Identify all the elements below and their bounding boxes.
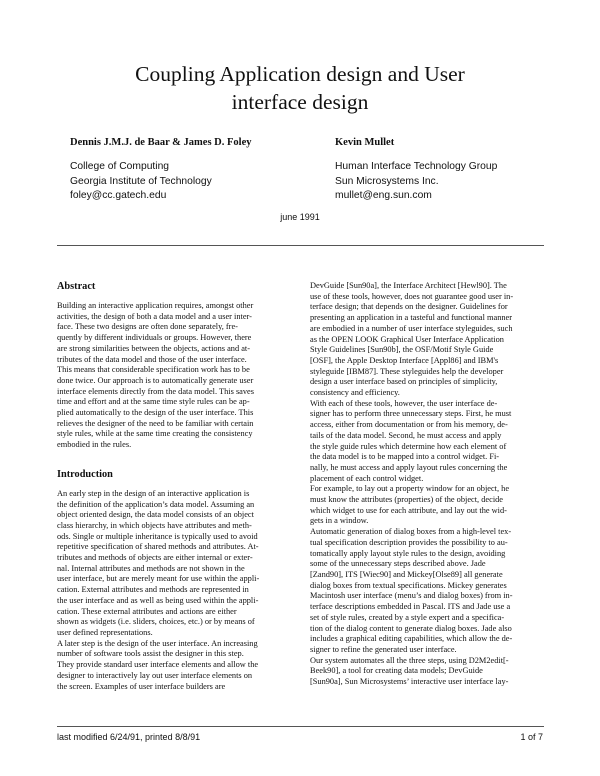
body-text-line: Automatic generation of dialog boxes from a high-level tex- <box>310 527 512 537</box>
abstract-line: done twice. Our approach is to automatically generate user <box>57 375 254 385</box>
affiliation-left <box>70 160 212 204</box>
section-gap <box>57 451 295 469</box>
introduction-line: class hierarchy, in which objects have attributes and meth- <box>57 520 252 530</box>
body-text-line: must know the attributes (properties) of the object, decide <box>310 495 504 505</box>
body-text-line: terface design; that depends on the designer. Guidelines for <box>310 302 508 312</box>
body-text-line: which widget to use for each attribute, and lay out the wid- <box>310 505 507 515</box>
affiliation-right-line: Sun Microsystems Inc. <box>335 175 439 187</box>
right-column-body <box>310 281 548 688</box>
author-names-right: Kevin Mullet <box>335 137 395 148</box>
author-email-right: mullet@eng.sun.com <box>335 190 432 201</box>
introduction-line: tributes and methods of objects are either internal or exter- <box>57 553 253 563</box>
body-text-line: placement of each control widget. <box>310 473 424 483</box>
body-text-line: are embodied in a number of user interface styleguides, such <box>310 323 513 333</box>
right-column <box>310 281 548 688</box>
body-text-line: signer has to perform three unnecessary steps. First, he must <box>310 409 512 419</box>
abstract-line: interface elements directly from the data model. This saves <box>57 386 255 396</box>
body-text-line: With each of these tools, however, the user interface de- <box>310 398 498 408</box>
introduction-heading: Introduction <box>57 468 113 480</box>
paper-title <box>60 60 540 116</box>
body-text-line: the style guide rules which determine how each element of <box>310 441 507 451</box>
body-text-line: set of style rules, created by a style expert and a specifica- <box>310 612 505 622</box>
abstract-line: This means that considerable specification work has to be <box>57 365 250 375</box>
introduction-line: They provide standard user interface elements and allow the <box>57 660 259 670</box>
body-text-line: Our system automates all the three steps, using D2M2edit[- <box>310 655 509 665</box>
abstract-line: embodied in the rules. <box>57 440 132 450</box>
body-text-line: DevGuide [Sun90a], the Interface Architect [Hewl90]. The <box>310 281 507 290</box>
introduction-line: object oriented design, the data model consists of an object <box>57 510 254 520</box>
introduction-line: the user interface and as well as being used within the appli- <box>57 595 259 605</box>
title-line-1: Coupling Application design and User <box>135 62 465 86</box>
body-text-line: terface descriptions embedded in Pascal. ITS and Jade use a <box>310 602 511 612</box>
footer-rule <box>57 726 544 727</box>
introduction-line: user interface, but are merely meant for use within the appli- <box>57 574 260 584</box>
title-line-2: interface design <box>231 90 369 114</box>
author-names-left: Dennis J.M.J. de Baar & James D. Foley <box>70 137 252 148</box>
body-text-line: Macintosh user interface (menu’s and dialog boxes) from in- <box>310 591 513 601</box>
abstract-body <box>57 301 295 451</box>
abstract-line: tributes of the data model and those of the user interface. <box>57 354 247 364</box>
body-text-line: signer to refine the generated user interface. <box>310 644 457 654</box>
introduction-line: An early step in the design of an interactive application is <box>57 488 250 498</box>
body-text-line: presenting an application in a tasteful and functional manner <box>310 313 513 323</box>
introduction-line: designer to interactively lay out user interface elements on <box>57 670 253 680</box>
abstract-line: plied automatically to the design of the user interface. This <box>57 408 254 418</box>
publication-date: june 1991 <box>280 212 320 222</box>
introduction-line: the screen. Examples of user interface builders are <box>57 681 226 691</box>
body-text-line: tails of the data model. Second, he must access and apply <box>310 430 502 440</box>
abstract-line: quently by different individuals or groups. However, there <box>57 333 252 343</box>
introduction-line: A later step is the design of the user interface. An increasing <box>57 638 258 648</box>
abstract-line: are strong similarities between the objects, actions and at- <box>57 343 251 353</box>
affiliation-left-line: College of Computing <box>70 161 170 172</box>
body-text-line: For example, to lay out a property window for an object, he <box>310 484 510 494</box>
header-rule <box>57 245 544 246</box>
author-email-left: foley@cc.gatech.edu <box>70 190 167 201</box>
body-text-line: as the OPEN LOOK Graphical User Interface Application <box>310 334 504 344</box>
page-number: 1 of 7 <box>520 732 543 742</box>
affiliation-right <box>335 160 497 204</box>
body-text-line: nally, he must access and apply layout rules concerning the <box>310 462 508 472</box>
abstract-line: Building an interactive application requires, amongst other <box>57 301 254 310</box>
affiliation-right-line: Human Interface Technology Group <box>335 161 498 172</box>
introduction-line: user defined representations. <box>57 627 153 637</box>
body-text-line: includes a graphical editing capabilities, which allow the de- <box>310 634 513 644</box>
introduction-line: number of software tools assist the designer in this step. <box>57 649 244 659</box>
body-text-line: consistency and efficiency. <box>310 388 400 398</box>
body-text-line: some of the unnecessary steps described above. Jade <box>310 559 486 569</box>
introduction-line: shown as widgets (i.e. sliders, choices, etc.) or by means of <box>57 617 255 627</box>
footer-left: last modified 6/24/91, printed 8/8/91 <box>57 732 201 742</box>
left-column <box>57 281 295 692</box>
introduction-line: repetitive specification of shared methods and attributes. At- <box>57 542 259 552</box>
body-text-line: [Zand90], ITS [Wiec90] and Mickey[Olse89] all generate <box>310 569 503 579</box>
body-text-line: the data model is to be mapped into a control widget. Fi- <box>310 452 500 462</box>
body-text-line: use of these tools, however, does not guarantee good user in- <box>310 291 514 301</box>
body-text-line: design a user interface based on principles of simplicity, <box>310 377 498 387</box>
abstract-line: face. These two designs are often done separately, fre- <box>57 322 238 332</box>
introduction-line: ods. Single or multiple inheritance is typically used to avoid <box>57 531 258 541</box>
body-text-line: [Sun90a], Sun Microsystems’ interactive user interface lay- <box>310 677 509 687</box>
abstract-line: relieves the designer of the need to be familiar with certain <box>57 418 254 428</box>
body-text-line: dialog boxes from textual specifications. Mickey generates <box>310 580 507 590</box>
body-text-line: [OSF], the Apple Desktop Interface [Appl86] and IBM's <box>310 355 499 365</box>
body-text-line: tion of the dialog content to generate dialog boxes. Jade also <box>310 623 512 633</box>
body-text-line: tomatically apply layout style rules to the design, avoiding <box>310 548 506 558</box>
body-text-line: gets in a window. <box>310 516 369 526</box>
body-text-line: Style Guidelines [Sun90b], the OSF/Motif Style Guide <box>310 345 494 355</box>
abstract-line: activities, the design of both a data model and a user inter- <box>57 311 252 321</box>
abstract-line: style rules, while at the same time creating the consistency <box>57 429 253 439</box>
body-text-line: Beek90], a tool for creating data models; DevGuide <box>310 666 483 676</box>
affiliation-left-line: Georgia Institute of Technology <box>70 175 212 187</box>
introduction-line: the definition of the application’s data model. Assuming an <box>57 499 255 509</box>
abstract-heading: Abstract <box>57 281 96 292</box>
body-text-line: access, either from documentation or from his memory, de- <box>310 420 508 430</box>
abstract-line: time and effort and at the same time style rules can be ap- <box>57 397 250 407</box>
body-text-line: styleguide [IBM87]. These styleguides help the developer <box>310 366 504 376</box>
body-text-line: tual specification description provides the possibility to au- <box>310 537 508 547</box>
introduction-line: nal. Internal attributes and methods are not shown in the <box>57 563 245 573</box>
introduction-body <box>57 489 295 692</box>
introduction-line: cation. These external attributes and actions are either <box>57 606 237 616</box>
introduction-line: cation. External attributes and methods are represented in <box>57 585 249 595</box>
